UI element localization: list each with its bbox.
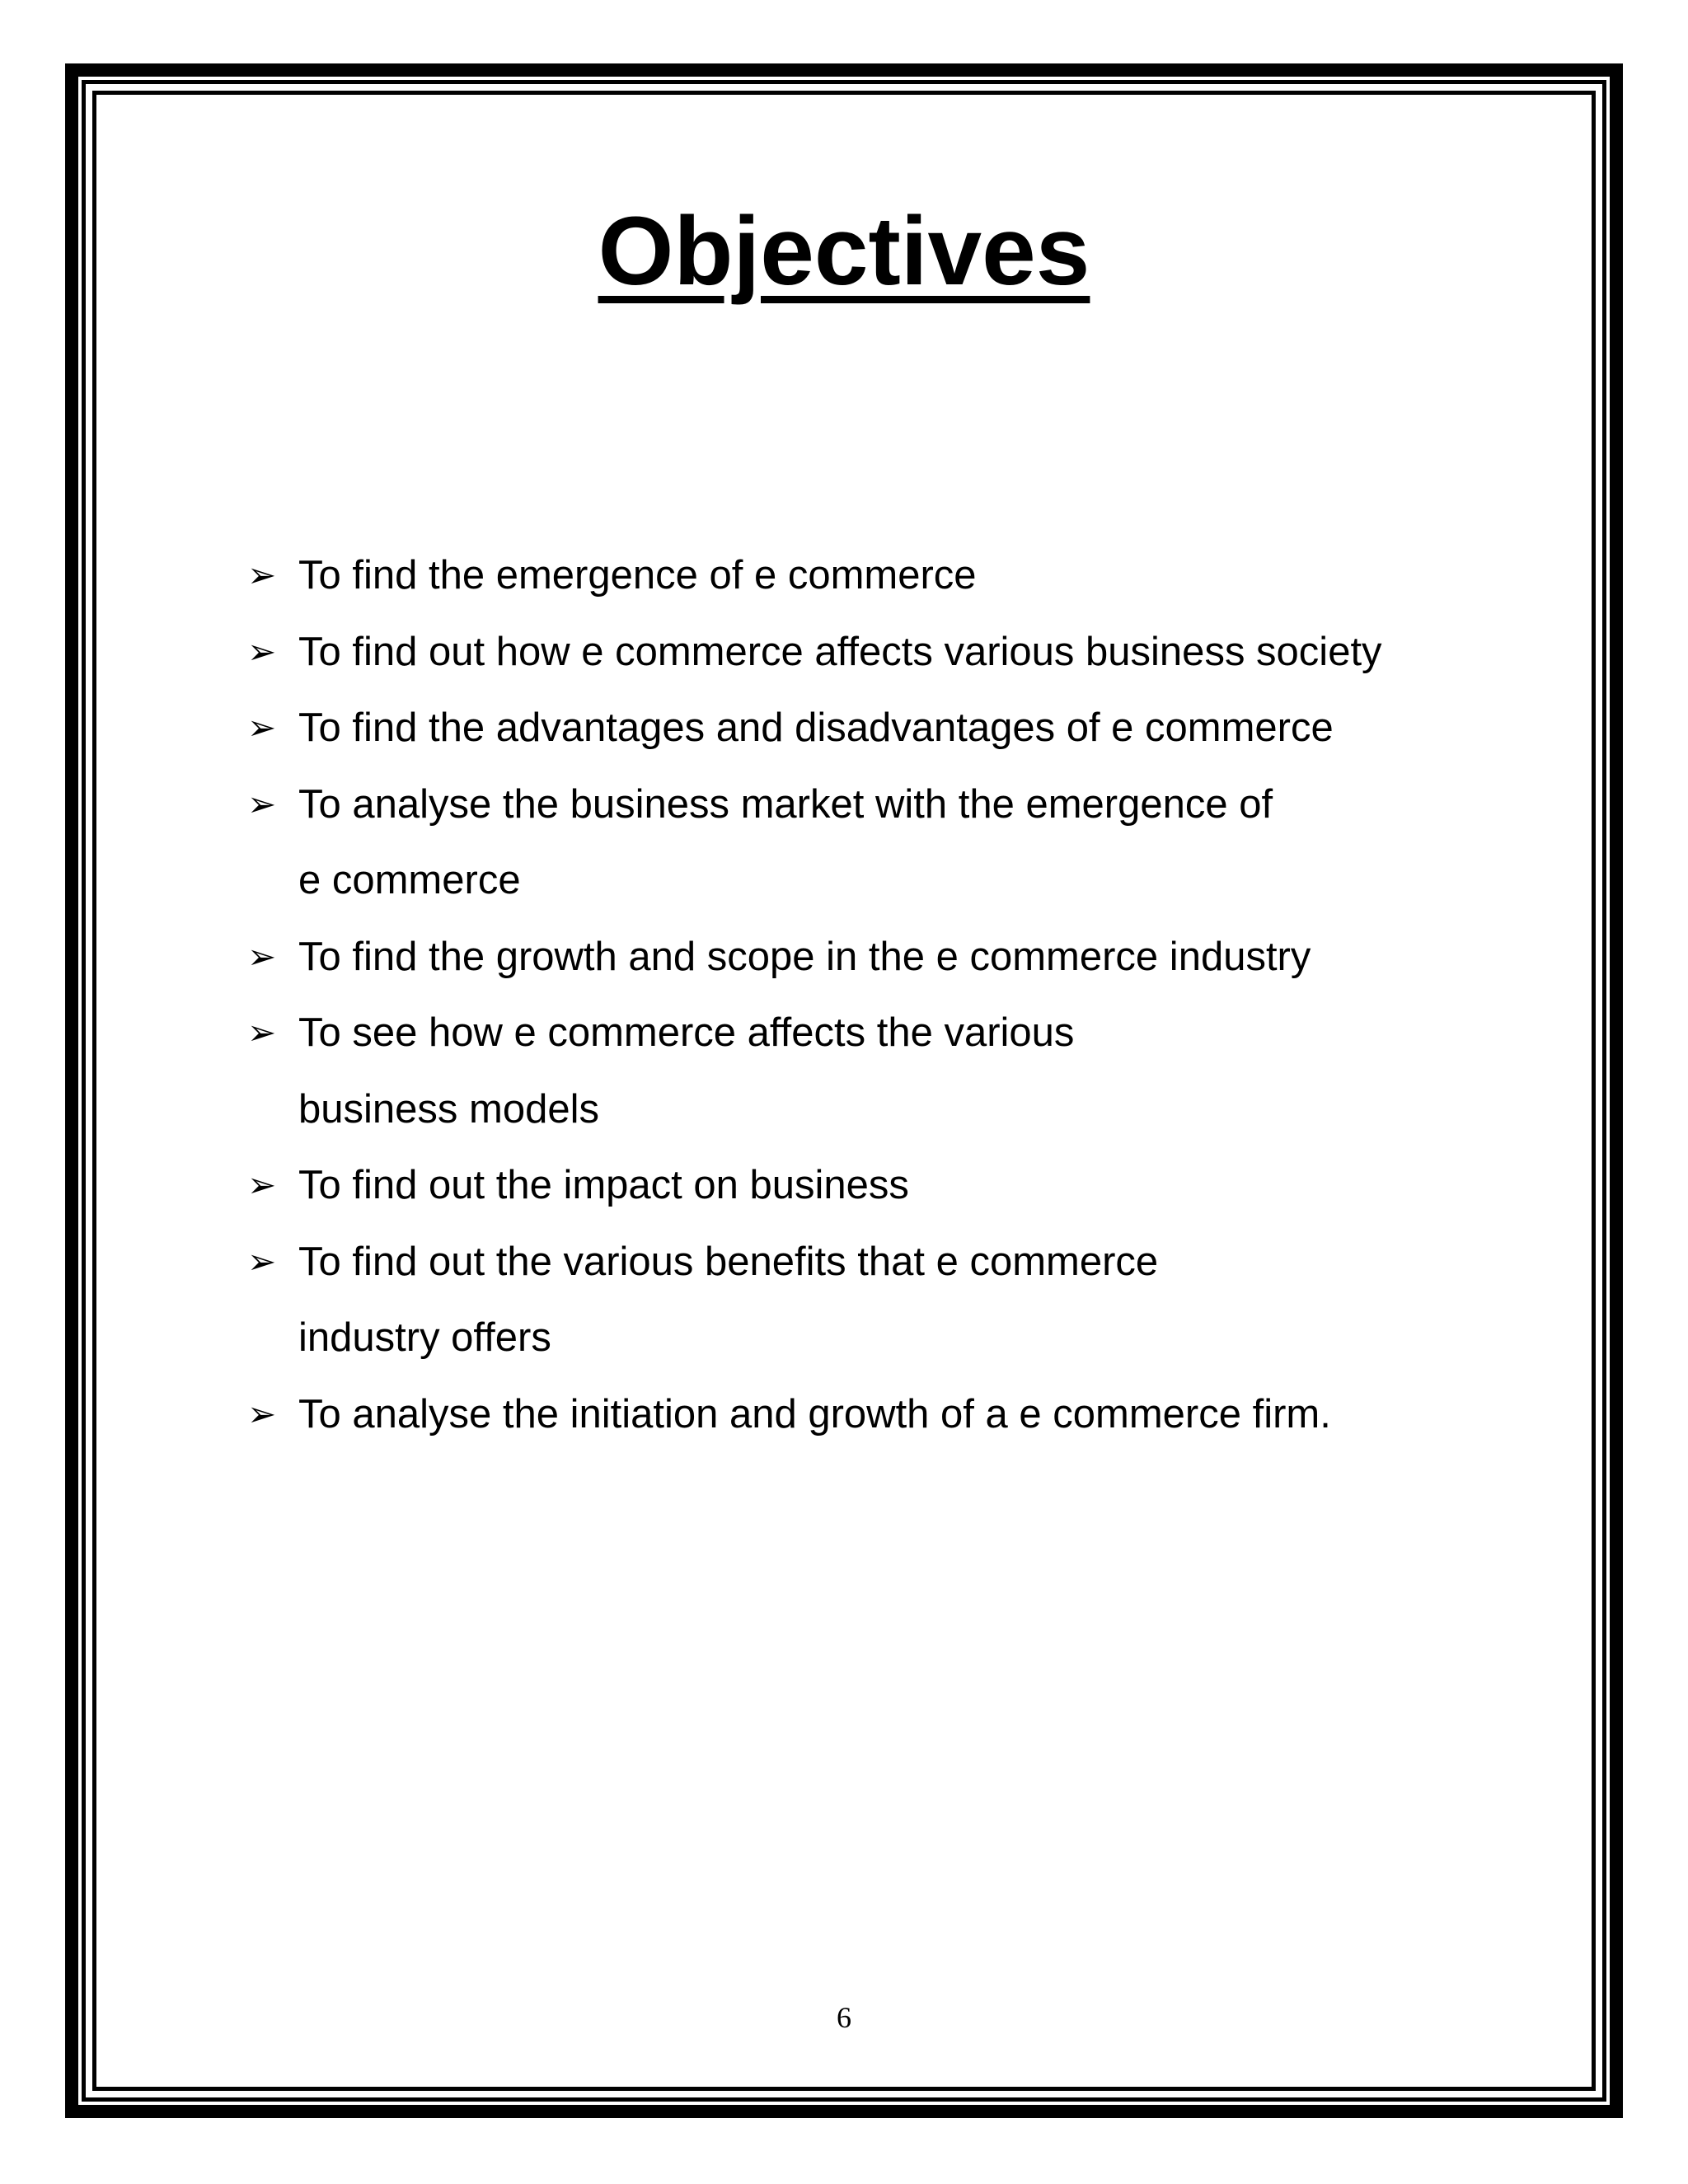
list-item-text: To analyse the business market with the emergence of e commerce [298,781,1273,902]
arrowhead-bullet-icon: ➢ [247,1165,277,1205]
page-title-text: Objectives [598,197,1090,306]
list-item [247,1147,1533,1224]
list-item-text: To see how e commerce affects the various business models [298,1010,1075,1132]
list-item [247,1224,1533,1376]
list-item [247,614,1533,691]
list-item-text: To find the emergence of e commerce [298,553,977,598]
arrowhead-bullet-icon: ➢ [247,630,277,672]
arrowhead-bullet-icon: ➢ [247,707,277,748]
list-item [247,690,1533,766]
list-item-text: To find out the various benefits that e commerce industry offers [298,1239,1159,1360]
list-item [247,995,1533,1147]
list-item-text: To find out the impact on business [298,1163,909,1207]
list-item [247,919,1533,996]
arrowhead-bullet-icon: ➢ [247,555,277,595]
list-item-text: To find out how e commerce affects various business society [298,629,1382,674]
list-item-text: To find the advantages and disadvantages of e commerce [298,705,1334,750]
arrowhead-bullet-icon: ➢ [247,1012,277,1052]
list-item [247,1376,1533,1453]
objectives-list [247,537,1533,1452]
page-title [0,194,1688,309]
list-item [247,537,1533,614]
arrowhead-bullet-icon: ➢ [247,783,277,824]
arrowhead-bullet-icon: ➢ [247,1240,277,1282]
list-item-text: To find the growth and scope in the e commerce industry [298,934,1311,979]
arrowhead-bullet-icon: ➢ [247,935,277,977]
page-number: 6 [837,2001,851,2034]
arrowhead-bullet-icon: ➢ [247,1393,277,1434]
list-item-text: To analyse the initiation and growth of a e commerce firm. [298,1391,1331,1436]
list-item [247,766,1533,919]
